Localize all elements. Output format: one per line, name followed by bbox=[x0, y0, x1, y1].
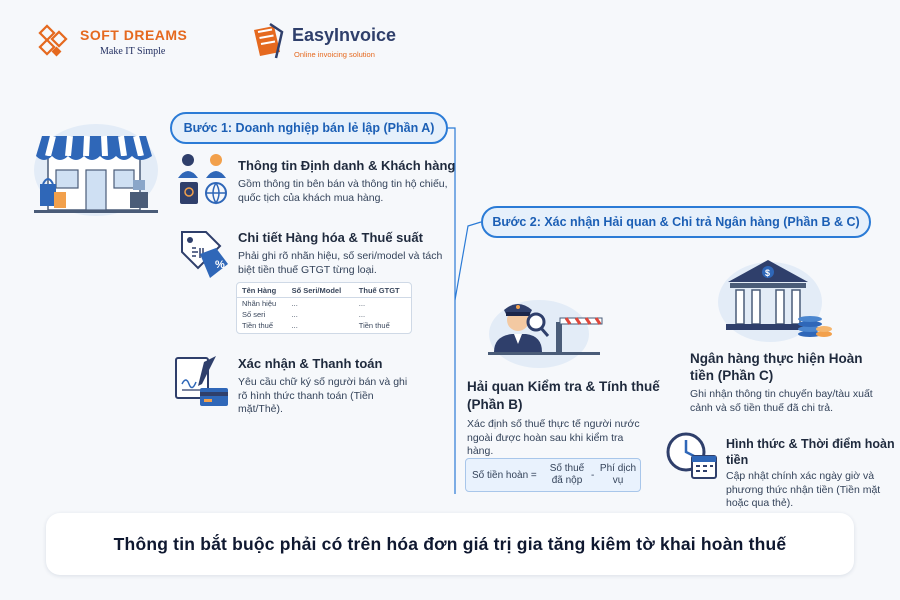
table-row bbox=[237, 309, 411, 320]
table-cell: Tiền thuế bbox=[242, 321, 273, 330]
table-cell: Nhãn hiệu bbox=[242, 299, 277, 309]
formula-tax-paid: Số thuế đã nộp bbox=[549, 463, 585, 486]
bank-description: Ghi nhận thông tin chuyến bay/tàu xuất cảnh và số tiền thuế đã chi trả. bbox=[690, 388, 873, 414]
customer-identity-icon bbox=[174, 152, 232, 206]
bank-building-icon bbox=[714, 252, 834, 344]
bank-heading: Ngân hàng thực hiện Hoàn tiền (Phần C) bbox=[690, 351, 863, 383]
svg-text:%: % bbox=[215, 259, 225, 271]
table-header-cell: Số Seri/Model bbox=[287, 283, 354, 298]
table-header-cell: Thuế GTGT bbox=[354, 283, 411, 298]
softdreams-name: SOFT DREAMS bbox=[80, 27, 188, 43]
refund-formula-box bbox=[465, 458, 641, 492]
identity-description: Gồm thông tin bên bán và thông tin hộ chiếu, quốc tịch của khách mua hàng. bbox=[238, 178, 448, 204]
table-cell: ... bbox=[291, 299, 298, 309]
goods-tax-mini-table bbox=[236, 282, 412, 334]
timing-description: Cập nhật chính xác ngày giờ và phương thức nhận tiền (Tiền mặt hoặc qua thẻ). bbox=[726, 470, 881, 509]
table-cell: ... bbox=[358, 310, 366, 319]
formula-minus: - bbox=[591, 470, 595, 481]
step1-title-pill: Bước 1: Doanh nghiệp bán lẻ lập (Phần A) bbox=[170, 112, 448, 144]
table-cell: Tiền thuế bbox=[358, 321, 390, 330]
price-tag-icon bbox=[176, 226, 232, 284]
customs-officer-icon bbox=[484, 292, 604, 370]
retail-store-icon bbox=[28, 118, 163, 218]
formula-service-fee: Phí dịch vụ bbox=[599, 463, 637, 486]
table-cell: ... bbox=[291, 321, 298, 330]
customs-heading: Hải quan Kiểm tra & Tính thuế (Phần B) bbox=[467, 379, 660, 412]
step2-title-pill: Bước 2: Xác nhận Hải quan & Chi trả Ngân hàng (Phần B & C) bbox=[481, 206, 871, 238]
confirm-payment-description: Yêu cầu chữ ký số người bán và ghi rõ hình thức thanh toán (Tiền mặt/Thẻ). bbox=[238, 376, 408, 415]
table-header-cell: Tên Hàng bbox=[237, 283, 287, 298]
table-row bbox=[237, 320, 411, 331]
footer-caption: Thông tin bắt buộc phải có trên hóa đơn giá trị gia tăng kiêm tờ khai hoàn thuế bbox=[113, 533, 787, 554]
identity-heading: Thông tin Định danh & Khách hàng bbox=[238, 158, 456, 173]
formula-label: Số tiền hoàn = bbox=[472, 470, 537, 481]
table-header-row bbox=[237, 283, 411, 298]
easyinvoice-tagline: Online invoicing solution bbox=[294, 50, 375, 59]
softdreams-tagline: Make IT Simple bbox=[100, 46, 166, 57]
table-row bbox=[237, 298, 411, 309]
confirm-payment-heading: Xác nhận & Thanh toán bbox=[238, 356, 383, 371]
clock-calendar-icon bbox=[664, 430, 720, 482]
goods-tax-description: Phải ghi rõ nhãn hiệu, số seri/model và tách biệt tiền thuế GTGT từng loại. bbox=[238, 250, 443, 276]
customs-description: Xác định số thuế thực tế người nước ngoài được hoàn sau khi kiểm tra hàng. bbox=[467, 418, 640, 457]
svg-text:$: $ bbox=[765, 268, 771, 278]
table-cell: ... bbox=[291, 310, 298, 319]
easyinvoice-name: EasyInvoice bbox=[292, 25, 397, 45]
signature-payment-icon bbox=[172, 354, 232, 410]
goods-tax-heading: Chi tiết Hàng hóa & Thuế suất bbox=[238, 230, 423, 245]
timing-heading: Hình thức & Thời điểm hoàn tiền bbox=[726, 437, 895, 467]
table-cell: ... bbox=[358, 299, 366, 309]
footer-banner bbox=[46, 513, 854, 575]
table-cell: Số seri bbox=[242, 310, 266, 319]
